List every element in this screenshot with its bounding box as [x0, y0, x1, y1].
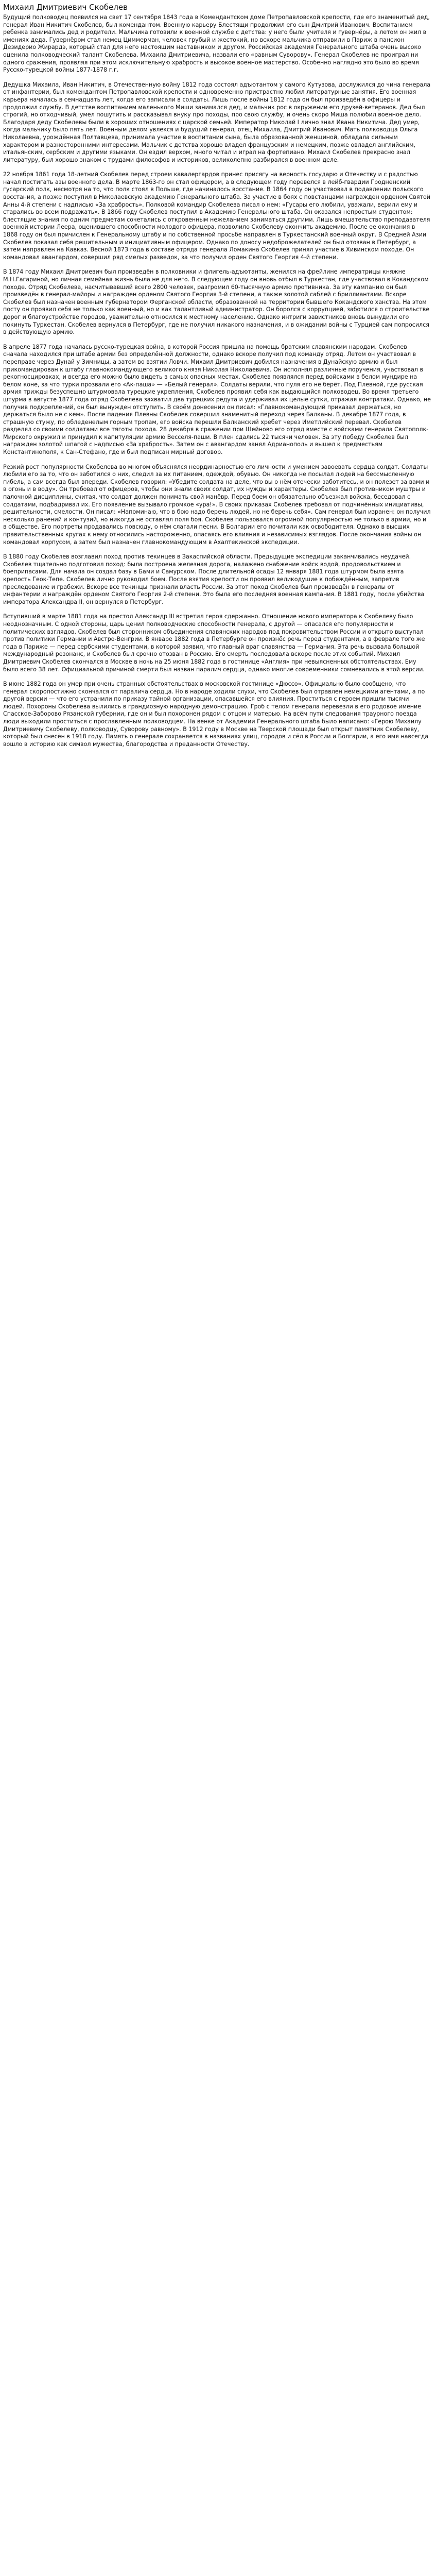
paragraph-1: Будущий полководец появился на свет 17 сентября 1843 года в Комендантском доме Петропавловской крепости, где его знаменитый дед, генерал Иван Никитич Скобелев, был комендантом. Военную карьеру Блестящи продолжил его сын Дмитрий Иванович. Воспитанием ребенка занимались дед и родители. Мальчика готовили к военной службе с детства: у него были учителя и гувернёры, а летом он жил в имениях деда. Гувернёром стал немец Циммерман, человек грубый и жестокий, но вскоре мальчика отправили в Париж в пансион Дезидерио Жирардэ, который стал для него настоящим наставником и другом. Российская академия Генерального штаба очень высоко оценила полководческий талант Скобелева. Михаила Дмитриевича, назвали его «равным Суворову». Генерал Скобелев не проиграл ни одного сражения, проявляя при этом исключительную храбрость и высокое военное мастерство. Особенно наглядно это было во время Русско-турецкой войны 1877-1878 г.г.: [3, 14, 430, 74]
paragraph-3: 22 ноября 1861 года 18-летний Скобелев перед строем кавалергардов принес присягу на верность государю и Отечеству и с радостью начал постигать азы военного дела. В марте 1863-го он стал офицером, а в следующем году перевелся в лейб-гвардии Гродненский гусарский полк, несмотря на то, что полк стоял в Польше, где начиналось восстание. В 1864 году он участвовал в подавлении польского восстания, а позже поступил в Николаевскую академию Генерального штаба. За участие в боях с повстанцами награжден орденом Святой Анны 4-й степени с надписью «За храбрость». Полковой командир Скобелева писал о нем: «Гусары его любили, уважали, верили ему и старались во всем подражать». В 1866 году Скобелев поступил в Академию Генерального штаба. Он оказался непростым студентом: блестящие знания по одним предметам сочетались с откровенным нежеланием заниматься другими. Лишь вмешательство преподавателя военной истории Леера, оценившего способности молодого офицера, позволило Скобелеву окончить академию. После ее окончания в 1868 году он был причислен к Генеральному штабу и по собственной просьбе направлен в Туркестанский военный округ. В Средней Азии Скобелев показал себя решительным и инициативным офицером. Однако по доносу недоброжелателей он был отозван в Петербург, а затем направлен на Кавказ. Весной 1873 года в составе отряда генерала Ломакина Скобелев принял участие в Хивинском походе. Он командовал авангардом, совершил ряд смелых разведок, за что получил орден Святого Георгия 4-й степени.: [3, 171, 430, 261]
paragraph-5: В апреле 1877 года началась русско-турецкая война, в которой Россия пришла на помощь братским славянским народам. Скобелев сначала находился при штабе армии без определённой должности, однако вскоре получил под команду отряд. Летом он участвовал в переправе через Дунай у Зимницы, а затем во взятии Ловчи. Михаил Дмитриевич добился назначения в Дунайскую армию и был прикомандирован к штабу главнокомандующего великого князя Николая Николаевича. Он исполнял различные поручения, участвовал в рекогносцировках, и всегда его можно было видеть в самых опасных местах. Скобелев появлялся перед войсками в белом мундире на белом коне, за что турки прозвали его «Ак-паша» — «Белый генерал». Солдаты верили, что пуля его не берёт. Под Плевной, где русская армия трижды безуспешно штурмовала турецкие укрепления, Скобелев проявил себя как выдающийся полководец. Во время третьего штурма в августе 1877 года отряд Скобелева захватил два турецких редута и удерживал их целые сутки, отражая контратаки. Однако, не получив подкреплений, он был вынужден отступить. В своём донесении он писал: «Главнокомандующий приказал держаться, но держаться было не с кем». После падения Плевны Скобелев совершил знаменитый переход через Балканы. В декабре 1877 года, в страшную стужу, по обледенелым горным тропам, его войска перешли Балканский хребет через Иметлийский перевал. Скобелев разделял со своими солдатами все тяготы похода. 28 декабря в сражении при Шейново его отряд вместе с войсками генерала Святополк-Мирского окружил и принудил к капитуляции армию Весселя-паши. В плен сдались 22 тысячи человек. За эту победу Скобелев был награжден золотой шпагой с надписью «За храбрость». Затем он с авангардом занял Адрианополь и вышел к предместьям Константинополя, к Сан-Стефано, где и был подписан мирный договор.: [3, 343, 431, 456]
paragraph-4: В 1874 году Михаил Дмитриевич был произведён в полковники и флигель-адъютанты, женился на фрейлине императрицы княжне М.Н.Гагариной, но личная семейная жизнь была не для него. В следующем году он вновь отбыл в Туркестан, где участвовал в Кокандском походе. Отряд Скобелева, насчитывавший всего 2800 человек, разгромил 60-тысячную армию противника. За эту кампанию он был произведён в генерал-майоры и награжден орденом Святого Георгия 3-й степени, а также золотой саблей с бриллиантами. Вскоре Скобелев был назначен военным губернатором Ферганской области, образованной на территории бывшего Кокандского ханства. На этом посту он проявил себя не только как военный, но и как талантливый администратор. Он боролся с коррупцией, заботился о строительстве дорог и благоустройстве городов, уважительно относился к местному населению. Однако интриги завистников вновь вынудили его покинуть Туркестан. Скобелев вернулся в Петербург, где не получил никакого назначения, и в ожидании войны с Турцией сам попросился в действующую армию.: [3, 268, 430, 336]
document: [0, 0, 436, 748]
paragraph-8: Вступивший в марте 1881 года на престол Александр III встретил героя сдержанно. Отношение нового императора к Скобелеву было неоднозначным. С одной стороны, царь ценил полководческие способности генерала, с другой — опасался его популярности и политических взглядов. Скобелев был сторонником объединения славянских народов под покровительством России и открыто выступал против политики Германии и Австро-Венгрии. В январе 1882 года в Петербурге он произнёс речь перед студентами, а в феврале того же года в Париже — перед сербскими студентами, в которой заявил, что главный враг славянства — Германия. Эта речь вызвала большой международный резонанс, и Скобелев был срочно отозван в Россию. Его смерть последовала вскоре после этих событий. Михаил Дмитриевич Скобелев скончался в Москве в ночь на 25 июня 1882 года в гостинице «Англия» при невыясненных обстоятельствах. Ему было всего 38 лет. Официальной причиной смерти был назван паралич сердца, однако многие современники сомневались в этой версии.: [3, 613, 425, 673]
paragraph-gap: [3, 336, 431, 344]
paragraph-gap: [3, 164, 431, 171]
paragraph-6: Резкий рост популярности Скобелева во многом объяснялся неординарностью его личности и умением завоевать сердца солдат. Солдаты любили его за то, что он заботился о них, следил за их питанием, одеждой, обувью. Он никогда не посылал людей на бессмысленную гибель, а сам всегда был впереди. Скобелев говорил: «Убедите солдата на деле, что вы о нём отечески заботитесь, и он полезет за вами и в огонь и в воду». Он требовал от офицеров, чтобы они знали своих солдат, их нужды и характеры. Скобелев был противником муштры и палочной дисциплины, считая, что солдат должен понимать свой манёвр. Перед боем он обязательно объезжал войска, беседовал с солдатами, подбадривал их. Его появление вызывало громкое «ура!». В своих приказах Скобелев требовал от подчинённых инициативы, решительности, смелости. Он писал: «Напоминаю, что в бою надо беречь людей, но не беречь себя». Сам генерал был изранен: он получил несколько ранений и контузий, но никогда не оставлял поля боя. Скобелев пользовался огромной популярностью не только в армии, но и в обществе. Его портреты продавались повсюду, о нём слагали песни. В Болгарии его почитали как освободителя. Однако в высших правительственных кругах к нему относились настороженно, опасаясь его влияния и независимых взглядов. После окончания войны он командовал корпусом, а затем был назначен главнокомандующим в Ахалтекинской экспедиции.: [3, 463, 431, 546]
paragraph-gap: [3, 74, 431, 81]
paragraph-gap: [3, 456, 431, 464]
paragraph-2: Дедушка Михаила, Иван Никитич, в Отечественную войну 1812 года состоял адъютантом у самого Кутузова, дослужился до чина генерала от инфантерии, был комендантом Петропавловской крепости и одновременно пристрастно любил литературные занятия. Его военная карьера началась в семнадцать лет, когда его записали в солдаты. Лишь после войны 1812 года он был произведён в офицеры и продолжил службу. В детстве воспитанием маленького Миши занимался дед, и мальчик рос в окружении его друзей-ветеранов. Дед был строгий, но отходчивый, умел пошутить и рассказывал внуку про походы, про свою службу, и очень скоро Миша полюбил военное дело. Благодаря деду Скобелевы были в хороших отношениях с царской семьей. Император Николай I лично знал Ивана Никитича. Дед умер, когда мальчику было пять лет. Военным делом увлекся и будущий генерал, отец Михаила, Дмитрий Иванович. Мать полководца Ольга Николаевна, урождённая Полтавцева, принимала участие в воспитании сына, была образованной женщиной, обладала сильным характером и разносторонними интересами. Мальчик с детства хорошо владел французским и немецким, позже овладел английским, итальянским, сербским и другими языками. Он ездил верхом, много читал и играл на фортепиано. Михаил Скобелев прекрасно знал литературу, был хорошо знаком с трудами философов и историков, великолепно разбирался в военном деле.: [3, 81, 431, 163]
paragraph-gap: [3, 673, 431, 681]
document-title: Михаил Дмитриевич Скобелев: [3, 3, 128, 12]
paragraph-gap: [3, 261, 431, 268]
paragraph-9: В июне 1882 года он умер при очень странных обстоятельствах в московской гостинице «Дюссо». Официально было сообщено, что генерал скоропостижно скончался от паралича сердца. Но в народе ходили слухи, что Скобелев был отравлен немецкими агентами, а по другой версии — что его устранили по приказу тайной организации, опасавшейся его влияния. Проститься с героем пришли тысячи людей. Похороны Скобелева вылились в грандиозную народную демонстрацию. Гроб с телом генерала перевезли в его родовое имение Спасское-Заборово Рязанской губернии, где он и был похоронен рядом с отцом и матерью. На всём пути следования траурного поезда люди выходили проститься с прославленным полководцем. На венке от Академии Генерального штаба было написано: «Герою Михаилу Дмитриевичу Скобелеву, полководцу, Суворову равному». В 1912 году в Москве на Тверской площади был открыт памятник Скобелеву, который был снесён в 1918 году. Память о генерале сохраняется в названиях улиц, городов и сёл в России и Болгарии, а его имя навсегда вошло в историю как символ мужества, благородства и преданности Отечеству.: [3, 681, 429, 748]
paragraph-gap: [3, 546, 431, 553]
paragraph-7: В 1880 году Скобелев возглавил поход против текинцев в Закаспийской области. Предыдущие экспедиции заканчивались неудачей. Скобелев тщательно подготовил поход: была построена железная дорога, налажено снабжение войск водой, продовольствием и боеприпасами. Для начала он создал базу в Бами и Самурском. После длительной осады 12 января 1881 года штурмом была взята крепость Геок-Тепе. Скобелев лично руководил боем. После взятия крепости он проявил великодушие к побеждённым, запретив преследование и грабежи. Вскоре все текинцы признали власть России. За этот поход Скобелев был произведён в генералы от инфантерии и награждён орденом Святого Георгия 2-й степени. Это была его последняя военная кампания. В 1881 году, после убийства императора Александра II, он вернулся в Петербург.: [3, 553, 425, 605]
paragraph-gap: [3, 606, 431, 613]
